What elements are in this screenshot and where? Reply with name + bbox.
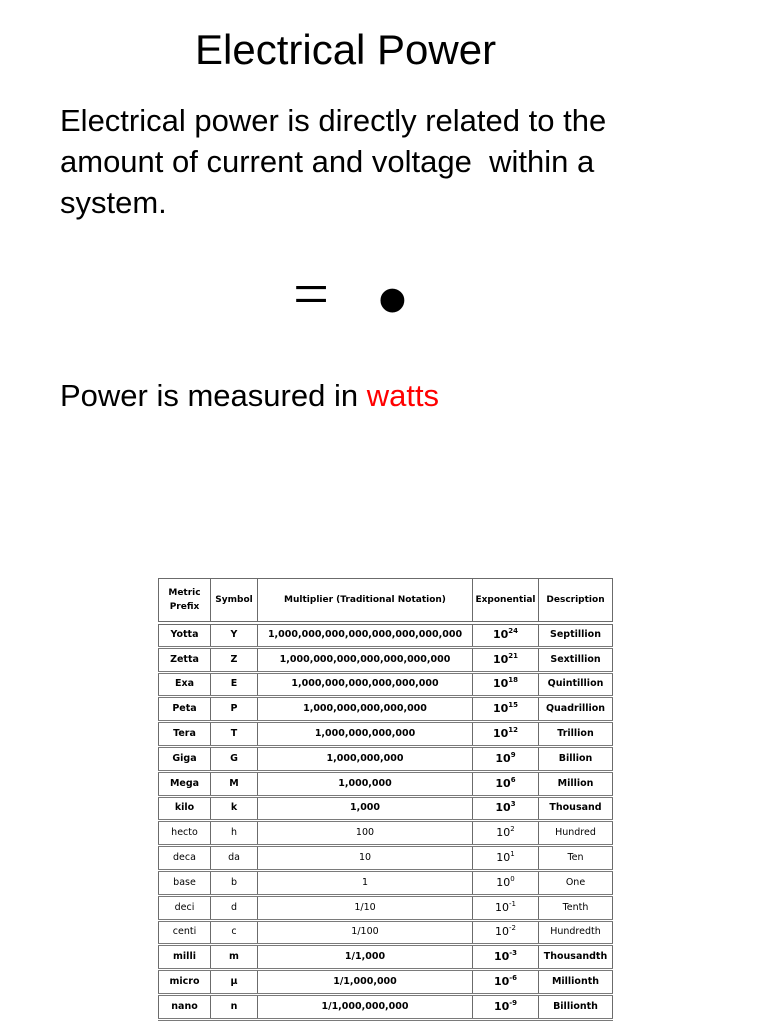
description-cell: Ten	[539, 846, 613, 871]
description-cell: Hundred	[539, 821, 613, 846]
symbol-cell: c	[211, 920, 258, 945]
multiplier-cell: 1/1,000	[258, 945, 473, 970]
header-exponential: Exponential	[473, 579, 539, 623]
exponent-base: 10	[495, 900, 509, 914]
multiplier-cell: 1,000	[258, 796, 473, 821]
exponential-cell	[473, 945, 539, 970]
prefix-cell: Tera	[159, 722, 211, 747]
description-cell: One	[539, 870, 613, 895]
prefix-cell: Peta	[159, 697, 211, 722]
exponent-base: 10	[495, 801, 511, 815]
exponent-base: 10	[495, 925, 509, 939]
exponential-cell	[473, 870, 539, 895]
header-symbol: Symbol	[211, 579, 258, 623]
multiplier-cell: 1,000,000,000	[258, 746, 473, 771]
prefix-table-body	[159, 623, 613, 1020]
multiplier-cell: 1,000,000	[258, 771, 473, 796]
symbol-cell: d	[211, 895, 258, 920]
prefix-cell: centi	[159, 920, 211, 945]
body-paragraph: Electrical power is directly related to the amount of current and voltage within a system.	[60, 103, 615, 220]
exponential-cell	[473, 821, 539, 846]
prefix-cell: Giga	[159, 746, 211, 771]
table-header	[159, 579, 613, 623]
exponent-power: -2	[509, 924, 516, 933]
multiplier-cell: 1,000,000,000,000,000,000,000,000	[258, 623, 473, 648]
symbol-cell: k	[211, 796, 258, 821]
exponent-power: 24	[508, 627, 519, 636]
exponent-base: 10	[496, 875, 511, 889]
exponent-base: 10	[496, 851, 511, 865]
exponent-power: 2	[510, 825, 515, 834]
exponent-base: 10	[492, 652, 509, 666]
exponent-power: 18	[508, 676, 519, 685]
prefix-cell: nano	[159, 994, 211, 1019]
multiplier-cell: 1/1,000,000,000	[258, 994, 473, 1019]
exponent-power: -1	[509, 899, 516, 908]
exponential-cell	[473, 722, 539, 747]
exponential-cell	[473, 895, 539, 920]
exponent-power: -9	[509, 998, 518, 1007]
table-row	[159, 697, 613, 722]
table-row	[159, 771, 613, 796]
exponential-cell	[473, 746, 539, 771]
table-row	[159, 970, 613, 995]
power-unit-statement	[60, 375, 439, 416]
description-cell: Trillion	[539, 722, 613, 747]
symbol-cell: da	[211, 846, 258, 871]
header-row	[159, 579, 613, 623]
symbol-cell: n	[211, 994, 258, 1019]
multiplier-cell: 1,000,000,000,000	[258, 722, 473, 747]
header-description: Description	[539, 579, 613, 623]
exponent-power: 1	[510, 850, 515, 859]
exponent-power: 12	[508, 726, 519, 735]
prefix-cell: hecto	[159, 821, 211, 846]
table-row	[159, 722, 613, 747]
table-row	[159, 945, 613, 970]
symbol-cell: m	[211, 945, 258, 970]
description-cell: Quintillion	[539, 672, 613, 697]
multiplier-cell: 10	[258, 846, 473, 871]
exponent-base: 10	[493, 975, 510, 989]
exponential-cell	[473, 970, 539, 995]
multiplier-cell: 1/1,000,000	[258, 970, 473, 995]
exponent-power: -6	[509, 974, 518, 983]
symbol-cell: Y	[211, 623, 258, 648]
exponential-cell	[473, 846, 539, 871]
multiplier-cell: 1,000,000,000,000,000,000	[258, 672, 473, 697]
table-row	[159, 870, 613, 895]
multiplier-cell: 1,000,000,000,000,000	[258, 697, 473, 722]
prefix-cell: milli	[159, 945, 211, 970]
table-row	[159, 746, 613, 771]
prefix-cell: deca	[159, 846, 211, 871]
description-cell: Billion	[539, 746, 613, 771]
description-cell: Millionth	[539, 970, 613, 995]
page-title: Electrical Power	[195, 26, 497, 73]
equals-sign: =	[293, 258, 330, 329]
exponent-power: 0	[510, 874, 515, 883]
exponent-base: 10	[492, 628, 509, 642]
exponent-base: 10	[493, 950, 510, 964]
exponent-base: 10	[493, 999, 510, 1013]
prefix-cell: kilo	[159, 796, 211, 821]
exponent-base: 10	[492, 727, 509, 741]
exponent-base: 10	[492, 702, 509, 716]
statement-text: Power is measured in	[60, 378, 359, 413]
exponential-cell	[473, 994, 539, 1019]
multiplier-cell: 1/100	[258, 920, 473, 945]
description-cell: Billionth	[539, 994, 613, 1019]
exponential-cell	[473, 697, 539, 722]
symbol-cell: Z	[211, 647, 258, 672]
exponent-base: 10	[495, 776, 511, 790]
prefix-cell: micro	[159, 970, 211, 995]
description-cell: Thousand	[539, 796, 613, 821]
metric-prefix-table-container	[158, 578, 614, 1024]
symbol-cell: M	[211, 771, 258, 796]
exponent-power: 6	[510, 775, 516, 784]
table-row	[159, 796, 613, 821]
prefix-cell: deci	[159, 895, 211, 920]
symbol-cell: b	[211, 870, 258, 895]
symbol-cell: μ	[211, 970, 258, 995]
description-cell: Sextillion	[539, 647, 613, 672]
exponent-power: 9	[510, 750, 516, 759]
exponential-cell	[473, 920, 539, 945]
header-metric-prefix: Metric Prefix	[159, 579, 211, 623]
table-row	[159, 846, 613, 871]
metric-prefix-table	[158, 578, 613, 1021]
exponential-cell	[473, 771, 539, 796]
description-cell: Hundredth	[539, 920, 613, 945]
exponential-cell	[473, 647, 539, 672]
exponent-power: -3	[509, 949, 518, 958]
exponential-cell	[473, 623, 539, 648]
multiplier-cell: 100	[258, 821, 473, 846]
symbol-cell: E	[211, 672, 258, 697]
unit-text: watts	[366, 378, 440, 413]
description-cell: Septillion	[539, 623, 613, 648]
multiplier-cell: 1,000,000,000,000,000,000,000	[258, 647, 473, 672]
description-cell: Million	[539, 771, 613, 796]
table-row	[159, 895, 613, 920]
header-multiplier: Multiplier (Traditional Notation)	[258, 579, 473, 623]
multiplication-dot: •	[377, 250, 408, 349]
multiplier-cell: 1	[258, 870, 473, 895]
prefix-cell: base	[159, 870, 211, 895]
table-row	[159, 672, 613, 697]
symbol-cell: G	[211, 746, 258, 771]
exponent-power: 15	[508, 701, 519, 710]
description-cell: Thousandth	[539, 945, 613, 970]
table-row	[159, 994, 613, 1019]
symbol-cell: P	[211, 697, 258, 722]
multiplier-cell: 1/10	[258, 895, 473, 920]
exponent-base: 10	[492, 677, 509, 691]
prefix-cell: Zetta	[159, 647, 211, 672]
table-row	[159, 647, 613, 672]
table-row	[159, 920, 613, 945]
prefix-cell: Yotta	[159, 623, 211, 648]
exponent-power: 21	[508, 651, 519, 660]
exponent-base: 10	[495, 751, 511, 765]
exponential-cell	[473, 796, 539, 821]
exponential-cell	[473, 672, 539, 697]
description-cell: Tenth	[539, 895, 613, 920]
prefix-cell: Mega	[159, 771, 211, 796]
symbol-cell: T	[211, 722, 258, 747]
table-row	[159, 821, 613, 846]
symbol-cell: h	[211, 821, 258, 846]
exponent-base: 10	[496, 826, 511, 840]
prefix-cell: Exa	[159, 672, 211, 697]
exponent-power: 3	[510, 800, 516, 809]
description-cell: Quadrillion	[539, 697, 613, 722]
table-row	[159, 623, 613, 648]
